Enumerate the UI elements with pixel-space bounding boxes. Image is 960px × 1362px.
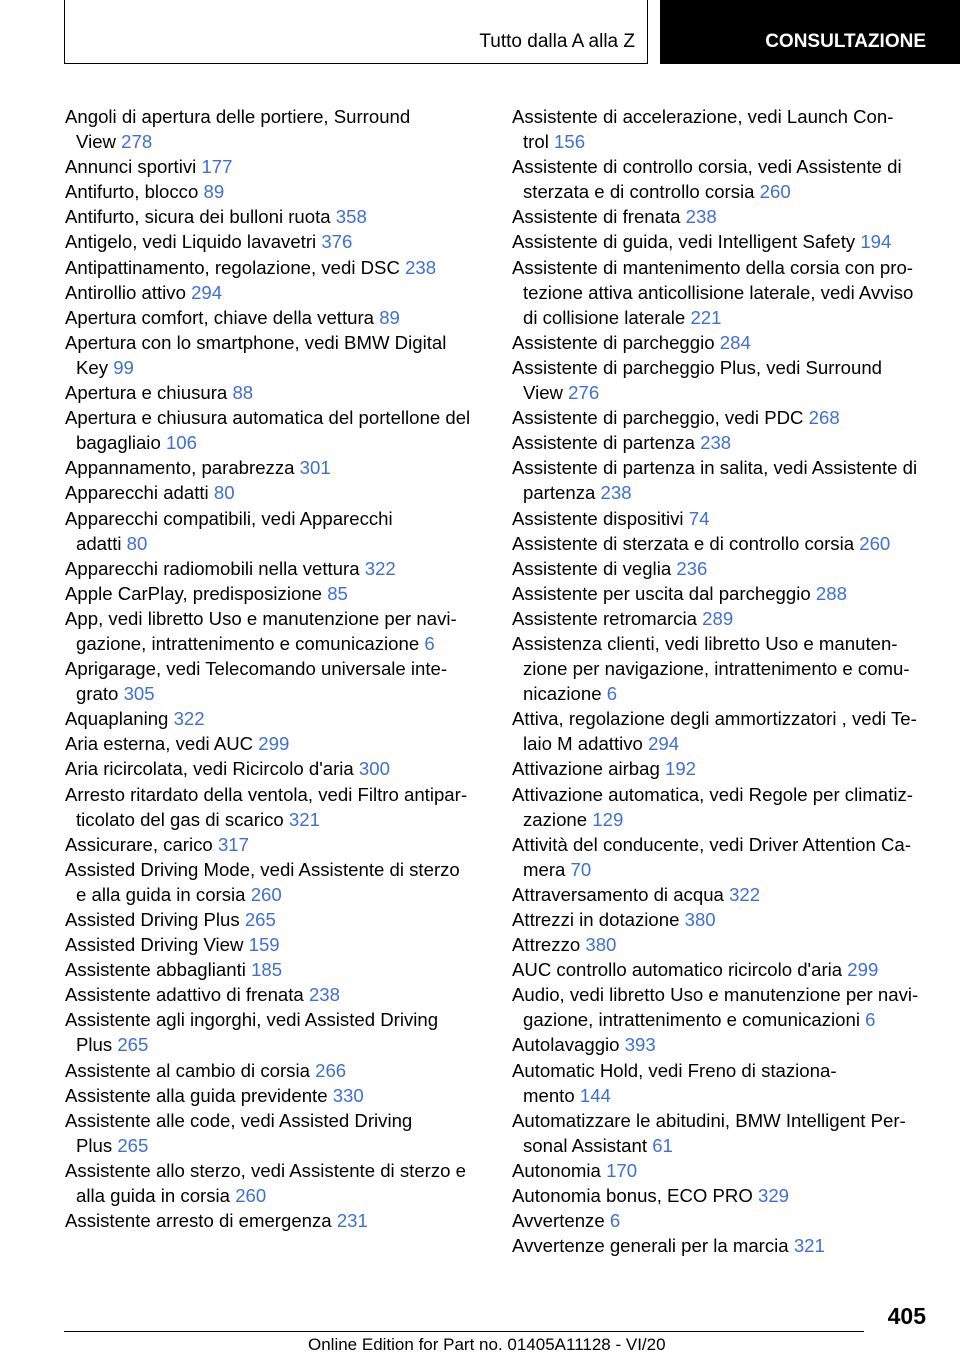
index-entry xyxy=(65,330,485,380)
footer-divider xyxy=(64,1331,864,1332)
index-entry-text: View xyxy=(76,131,116,153)
index-entry-text: trol xyxy=(523,131,549,153)
index-entry-text: Antipattinamento, regolazione, vedi DSC xyxy=(65,256,400,278)
page-link[interactable]: 80 xyxy=(213,482,235,504)
index-entry-text: Assistente di sterzata e di controllo corsia xyxy=(512,532,855,554)
index-entry-text: Assistente di parcheggio Plus, vedi Surround xyxy=(512,356,883,378)
page-link[interactable]: 185 xyxy=(251,959,283,981)
page-link[interactable]: 6 xyxy=(606,683,618,705)
index-entry-text: App, vedi libretto Uso e manutenzione per navi- xyxy=(65,607,457,629)
page-header xyxy=(0,0,960,66)
index-entry xyxy=(512,1058,932,1108)
page-link[interactable]: 236 xyxy=(676,557,708,579)
index-entry xyxy=(65,280,485,305)
index-entry xyxy=(512,506,932,531)
page-link[interactable]: 6 xyxy=(609,1210,621,1232)
index-entry-text: sterzata e di controllo corsia xyxy=(523,181,755,203)
index-entry-text: Assistente al cambio di corsia xyxy=(65,1059,310,1081)
index-entry-text: partenza xyxy=(523,482,596,504)
page-link[interactable]: 288 xyxy=(815,582,847,604)
index-entry xyxy=(65,1083,485,1108)
index-entry xyxy=(512,782,932,832)
page-link[interactable]: 265 xyxy=(117,1134,149,1156)
page-link[interactable]: 238 xyxy=(700,432,732,454)
page-link[interactable]: 170 xyxy=(606,1159,638,1181)
index-entry xyxy=(512,832,932,882)
index-entry xyxy=(65,932,485,957)
page-link[interactable]: 265 xyxy=(244,909,276,930)
index-entry xyxy=(512,430,932,455)
page-link[interactable]: 106 xyxy=(165,432,197,454)
index-entry xyxy=(512,104,932,154)
index-entry-text: mento xyxy=(523,1084,575,1106)
page-link[interactable]: 238 xyxy=(685,206,717,228)
index-entry-text: Assistenza clienti, vedi libretto Uso e manuten- xyxy=(512,632,898,654)
index-entry-text: Appannamento, parabrezza xyxy=(65,457,295,479)
section-title: Tutto dalla A alla Z xyxy=(479,31,635,52)
index-entry-text: Key xyxy=(76,356,109,378)
page-link[interactable]: 177 xyxy=(201,156,233,178)
page-link[interactable]: 358 xyxy=(335,206,367,228)
index-entry xyxy=(512,982,932,1032)
index-entry-text: Attrezzi in dotazione xyxy=(512,909,680,930)
page-link[interactable]: 99 xyxy=(113,356,134,378)
index-entry-text: Assistente alle code, vedi Assisted Driving xyxy=(65,1109,413,1131)
index-entry xyxy=(512,631,932,706)
index-entry xyxy=(512,1183,932,1208)
index-entry-text: Antifurto, blocco xyxy=(65,181,199,203)
index-entry xyxy=(512,531,932,556)
page-link[interactable]: 221 xyxy=(690,306,722,328)
page-link[interactable]: 265 xyxy=(117,1034,149,1056)
index-entry-text: Assistente agli ingorghi, vedi Assisted Driving xyxy=(65,1009,439,1031)
index-entry xyxy=(65,731,485,756)
page-link[interactable]: 88 xyxy=(232,382,254,404)
index-entry-text: adatti xyxy=(76,532,122,554)
page-link[interactable]: 294 xyxy=(191,281,223,303)
index-entry-text: Attività del conducente, vedi Driver Attention Ca- xyxy=(512,833,911,855)
index-entry-text: Assistente di guida, vedi Intelligent Safety xyxy=(512,231,856,253)
index-entry-text: Attivazione automatica, vedi Regole per climatiz- xyxy=(512,783,913,805)
index-entry xyxy=(512,606,932,631)
index-entry xyxy=(65,229,485,254)
index-entry-text: Antifurto, sicura dei bulloni ruota xyxy=(65,206,331,228)
page-link[interactable]: 266 xyxy=(315,1059,347,1081)
index-entry xyxy=(65,982,485,1007)
page-link[interactable]: 294 xyxy=(648,733,680,755)
index-entry xyxy=(65,380,485,405)
index-entry-text: Autonomia bonus, ECO PRO xyxy=(512,1185,753,1207)
index-entry xyxy=(512,455,932,505)
index-entry-text: Apertura comfort, chiave della vettura xyxy=(65,306,375,328)
index-entry-text: Plus xyxy=(76,1034,113,1056)
page-link[interactable]: 144 xyxy=(579,1084,611,1106)
index-entry-text: e alla guida in corsia xyxy=(76,883,246,905)
index-entry xyxy=(65,656,485,706)
index-entry xyxy=(512,1158,932,1183)
index-entry xyxy=(512,330,932,355)
index-entry xyxy=(65,1007,485,1057)
index-entry-text: View xyxy=(523,382,563,404)
page-link[interactable]: 380 xyxy=(585,934,617,956)
index-entry xyxy=(65,455,485,480)
page-link[interactable]: 159 xyxy=(248,934,280,956)
page-link[interactable]: 61 xyxy=(652,1134,673,1156)
index-entry-text: Apple CarPlay, predisposizione xyxy=(65,582,323,604)
index-entry xyxy=(512,1032,932,1057)
index-entry-text: Assistente di partenza xyxy=(512,432,695,454)
index-entry xyxy=(65,706,485,731)
index-entry-text: Assisted Driving View xyxy=(65,934,244,956)
page-link[interactable]: 376 xyxy=(321,231,353,253)
index-entry-text: mera xyxy=(523,858,566,880)
index-entry-text: tezione attiva anticollisione laterale, vedi Avviso xyxy=(523,281,914,303)
index-entry xyxy=(65,255,485,280)
index-entry-text: Assistente allo sterzo, vedi Assistente di sterzo e xyxy=(65,1159,466,1181)
index-entry-text: AUC controllo automatico ricircolo d'aria xyxy=(512,959,843,981)
index-entry-text: gazione, intrattenimento e comunicazioni xyxy=(523,1009,860,1031)
index-entry xyxy=(512,1108,932,1158)
index-entry-text: ticolato del gas di scarico xyxy=(76,808,284,830)
page-link[interactable]: 238 xyxy=(308,984,340,1006)
index-entry xyxy=(512,154,932,204)
section-tab xyxy=(64,0,648,64)
index-entry-text: Assistente di accelerazione, vedi Launch Con- xyxy=(512,106,894,127)
index-column-right xyxy=(512,104,932,1258)
index-entry-text: zione per navigazione, intrattenimento e comu- xyxy=(523,658,910,680)
index-entry-text: Audio, vedi libretto Uso e manutenzione per navi- xyxy=(512,984,919,1006)
page-link[interactable]: 380 xyxy=(684,909,716,930)
page-link[interactable]: 305 xyxy=(123,683,155,705)
page-link[interactable]: 330 xyxy=(332,1084,364,1106)
index-entry-text: Assistente di parcheggio xyxy=(512,331,715,353)
index-entry-text: Annunci sportivi xyxy=(65,156,197,178)
index-entry-text: Aria ricircolata, vedi Ricircolo d'aria xyxy=(65,758,354,780)
index-entry xyxy=(65,204,485,229)
page-link[interactable]: 260 xyxy=(859,532,891,554)
page-link[interactable]: 6 xyxy=(865,1009,876,1031)
index-entry xyxy=(512,932,932,957)
index-entry-text: Assicurare, carico xyxy=(65,833,213,855)
index-entry xyxy=(65,857,485,907)
page-link[interactable]: 85 xyxy=(327,582,348,604)
page-link[interactable]: 321 xyxy=(793,1235,825,1257)
index-entry xyxy=(512,1208,932,1233)
index-entry xyxy=(65,957,485,982)
index-entry-text: alla guida in corsia xyxy=(76,1185,231,1207)
index-entry xyxy=(512,556,932,581)
index-entry xyxy=(65,832,485,857)
index-entry-text: Assistente alla guida previdente xyxy=(65,1084,328,1106)
index-entry xyxy=(65,1108,485,1158)
index-entry-text: Apparecchi compatibili, vedi Apparecchi xyxy=(65,507,393,529)
page-link[interactable]: 70 xyxy=(570,858,592,880)
index-entry-text: Antigelo, vedi Liquido lavavetri xyxy=(65,231,317,253)
index-entry-text: Arresto ritardato della ventola, vedi Filtro antipar- xyxy=(65,783,468,805)
index-entry xyxy=(65,556,485,581)
page-link[interactable]: 268 xyxy=(808,407,840,429)
index-entry-text: Assistente di mantenimento della corsia con pro- xyxy=(512,256,914,278)
index-entry-text: Apparecchi adatti xyxy=(65,482,209,504)
page-link[interactable]: 284 xyxy=(719,331,751,353)
index-entry xyxy=(512,907,932,932)
index-entry-text: Assistente di frenata xyxy=(512,206,681,228)
index-entry-text: Assisted Driving Plus xyxy=(65,909,240,930)
chapter-tab xyxy=(660,0,960,64)
page-link[interactable]: 299 xyxy=(847,959,879,981)
index-entry-text: Aquaplaning xyxy=(65,708,169,730)
index-entry-text: Avvertenze xyxy=(512,1210,605,1232)
index-entry-text: Apparecchi radiomobili nella vettura xyxy=(65,557,360,579)
chapter-title: CONSULTAZIONE xyxy=(765,31,926,52)
index-entry-text: Automatizzare le abitudini, BMW Intelligent Per- xyxy=(512,1109,906,1131)
page-link[interactable]: 322 xyxy=(173,708,205,730)
index-entry-text: Angoli di apertura delle portiere, Surround xyxy=(65,106,411,127)
index-entry xyxy=(65,405,485,455)
page-link[interactable]: 276 xyxy=(568,382,600,404)
index-entry-text: Automatic Hold, vedi Freno di staziona- xyxy=(512,1059,837,1081)
page-link[interactable]: 278 xyxy=(121,131,153,153)
page-link[interactable]: 321 xyxy=(288,808,320,830)
index-entry-text: Assistente per uscita dal parcheggio xyxy=(512,582,811,604)
page-link[interactable]: 300 xyxy=(358,758,390,780)
page-link[interactable]: 74 xyxy=(688,507,710,529)
index-entry-text: Attrezzo xyxy=(512,934,581,956)
page-link[interactable]: 393 xyxy=(624,1034,656,1056)
index-entry xyxy=(512,882,932,907)
index-entry xyxy=(65,1158,485,1208)
page-link[interactable]: 289 xyxy=(702,607,734,629)
index-entry-text: Antirollio attivo xyxy=(65,281,186,303)
page-link[interactable]: 89 xyxy=(379,306,400,328)
index-entry-text: Assistente di controllo corsia, vedi Assistente di xyxy=(512,156,902,178)
index-entry xyxy=(512,706,932,756)
index-entry-text: Attiva, regolazione degli ammortizzatori , vedi Te- xyxy=(512,708,917,730)
index-entry xyxy=(512,229,932,254)
index-entry xyxy=(65,104,485,154)
index-entry-text: Avvertenze generali per la marcia xyxy=(512,1235,789,1257)
index-entry xyxy=(65,305,485,330)
index-entry-text: Assistente dispositivi xyxy=(512,507,684,529)
index-entry-text: bagagliaio xyxy=(76,432,161,454)
index-entry-text: Assistente arresto di emergenza xyxy=(65,1210,332,1232)
index-entry xyxy=(65,907,485,932)
page-link[interactable]: 260 xyxy=(235,1185,267,1207)
page-link[interactable]: 238 xyxy=(405,256,437,278)
index-entry xyxy=(65,756,485,781)
page-link[interactable]: 317 xyxy=(217,833,249,855)
index-entry xyxy=(512,581,932,606)
index-entry xyxy=(512,1233,932,1258)
index-entry xyxy=(65,1208,485,1233)
index-entry-text: Assistente abbaglianti xyxy=(65,959,246,981)
index-entry-text: Assistente adattivo di frenata xyxy=(65,984,304,1006)
index-entry-text: Aprigarage, vedi Telecomando universale inte- xyxy=(65,658,448,680)
page-link[interactable]: 192 xyxy=(664,758,697,780)
index-entry xyxy=(65,782,485,832)
page-link[interactable]: 156 xyxy=(554,131,586,153)
index-entry-text: Autolavaggio xyxy=(512,1034,620,1056)
index-entry-text: Attivazione airbag xyxy=(512,758,660,780)
index-entry-text: Apertura con lo smartphone, vedi BMW Digital xyxy=(65,331,447,353)
index-entry xyxy=(65,606,485,656)
index-entry xyxy=(512,957,932,982)
index-entry-text: gazione, intrattenimento e comunicazione xyxy=(76,632,420,654)
index-entry xyxy=(512,355,932,405)
index-entry xyxy=(512,756,932,781)
index-entry xyxy=(65,480,485,505)
index-entry-text: Apertura e chiusura xyxy=(65,382,228,404)
page-link[interactable]: 6 xyxy=(424,632,435,654)
page-link[interactable]: 322 xyxy=(364,557,396,579)
page-link[interactable]: 231 xyxy=(336,1210,368,1232)
page-link[interactable]: 301 xyxy=(299,457,331,479)
index-entry xyxy=(65,179,485,204)
page-link[interactable]: 299 xyxy=(258,733,290,755)
index-entry-text: zazione xyxy=(523,808,588,830)
index-column-left xyxy=(65,104,485,1233)
page-link[interactable]: 260 xyxy=(759,181,791,203)
page-link[interactable]: 260 xyxy=(250,883,282,905)
page-link[interactable]: 89 xyxy=(203,181,225,203)
index-entry-text: Assisted Driving Mode, vedi Assistente di sterzo xyxy=(65,858,460,880)
page-link[interactable]: 129 xyxy=(592,808,624,830)
page-link[interactable]: 238 xyxy=(600,482,632,504)
index-entry xyxy=(512,405,932,430)
index-entry-text: sonal Assistant xyxy=(523,1134,648,1156)
index-entry xyxy=(65,1058,485,1083)
index-entry-text: Assistente di partenza in salita, vedi Assistente di xyxy=(512,457,918,479)
index-entry-text: nicazione xyxy=(523,683,602,705)
index-entry-text: Assistente retromarcia xyxy=(512,607,697,629)
page-link[interactable]: 329 xyxy=(757,1185,790,1207)
index-entry-text: Assistente di parcheggio, vedi PDC xyxy=(512,407,804,429)
index-entry-text: Assistente di veglia xyxy=(512,557,672,579)
index-entry-text: grato xyxy=(76,683,119,705)
page-link[interactable]: 80 xyxy=(126,532,148,554)
index-entry-text: Attraversamento di acqua xyxy=(512,883,724,905)
index-entry xyxy=(65,581,485,606)
index-entry-text: di collisione laterale xyxy=(523,306,686,328)
page-link[interactable]: 194 xyxy=(860,231,892,253)
index-entry-text: laio M adattivo xyxy=(523,733,643,755)
index-entry xyxy=(512,204,932,229)
index-entry-text: Autonomia xyxy=(512,1159,601,1181)
index-entry xyxy=(65,154,485,179)
index-entry xyxy=(512,255,932,330)
page-number: 405 xyxy=(887,1303,926,1329)
page-link[interactable]: 322 xyxy=(729,883,761,905)
index-entry-text: Apertura e chiusura automatica del portellone del xyxy=(65,407,471,429)
index-entry-text: Aria esterna, vedi AUC xyxy=(65,733,254,755)
footer-edition: Online Edition for Part no. 01405A11128 - VI/20 xyxy=(308,1335,666,1354)
index-entry-text: Plus xyxy=(76,1134,113,1156)
index-entry xyxy=(65,506,485,556)
